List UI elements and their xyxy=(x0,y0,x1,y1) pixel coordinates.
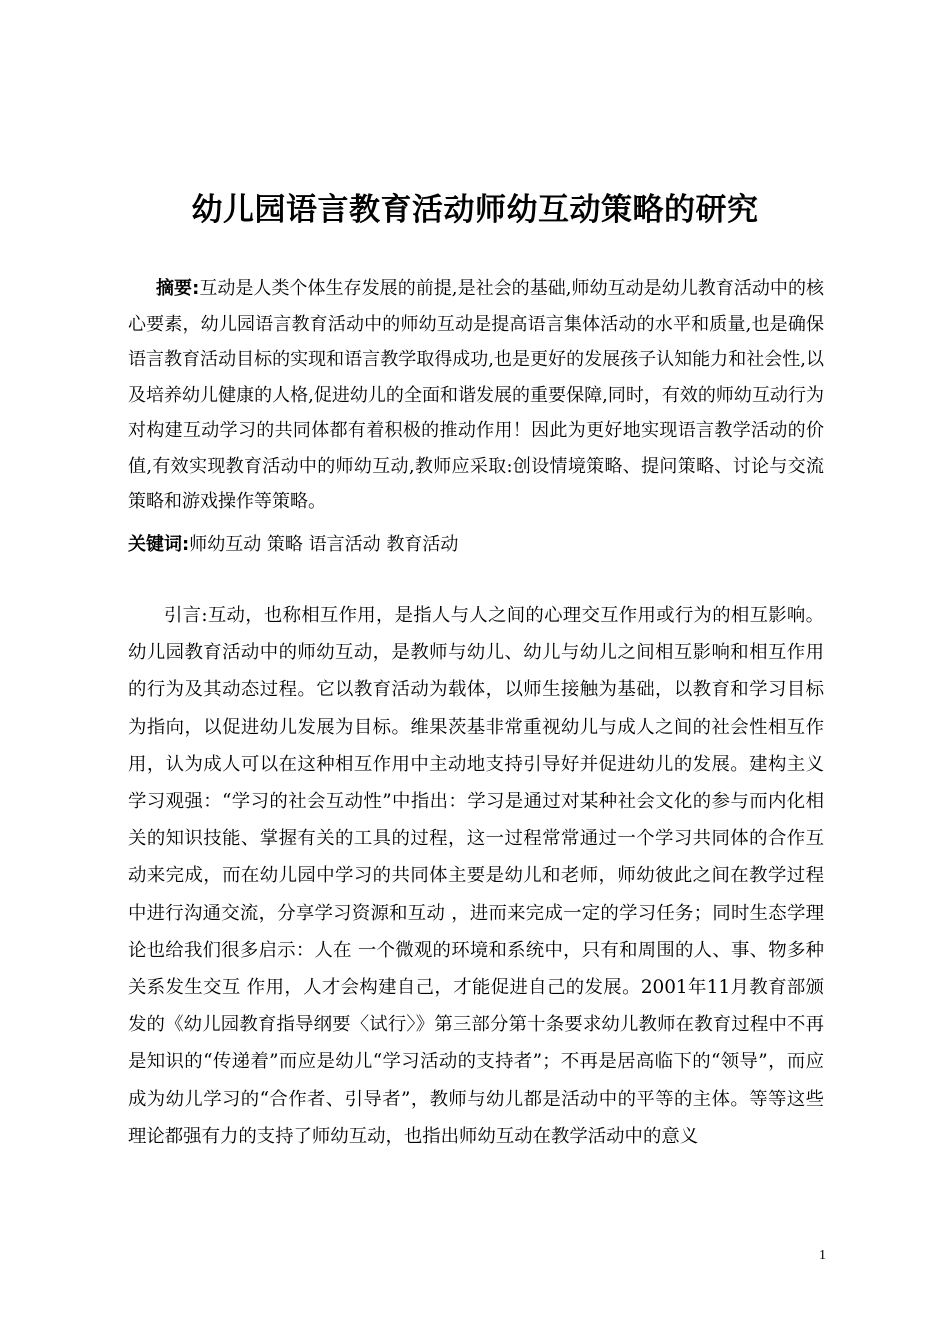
abstract-label: 摘要: xyxy=(156,278,200,299)
abstract-text: 互动是人类个体生存发展的前提,是社会的基础,师幼互动是幼儿教育活动中的核心要素，幼儿园语言教育活动中的师幼互动是提高语言集体活动的水平和质量,也是确保语言教育活动目标的实现和语言教学取得成功,也是更好的发展孩子认知能力和社会性,以及培养幼儿健康的人格,促进幼儿的全面和谐发展的重要保障,同时，有效的师幼互动行为对构建互动学习的共同体都有着积极的推动作用！因此为更好地实现语言教学活动的价值,有效实现教育活动中的师幼互动,教师应采取:创设情境策略、提问策略、讨论与交流策略和游戏操作等策略。 xyxy=(128,278,824,512)
page-number: 1 xyxy=(819,1248,826,1263)
document-title: 幼儿园语言教育活动师幼互动策略的研究 xyxy=(191,192,759,228)
keywords-text: 师幼互动 策略 语言活动 教育活动 xyxy=(189,534,459,555)
keywords-line xyxy=(128,527,824,563)
introduction-paragraph: 引言:互动，也称相互作用，是指人与人之间的心理交互作用或行为的相互影响。幼儿园教育活动中的师幼互动，是教师与幼儿、幼儿与幼儿之间相互影响和相互作用的行为及其动态过程。它以教育活动为载体，以师生接触为基础，以教育和学习目标为指向，以促进幼儿发展为目标。维果茨基非常重视幼儿与成人之间的社会性相互作用，认为成人可以在这种相互作用中主动地支持引导好并促进幼儿的发展。建构主义学习观强：“学习的社会互动性”中指出：学习是通过对某种社会文化的参与而内化相关的知识技能、掌握有关的工具的过程，这一过程常常通过一个学习共同体的合作互动来完成，而在幼儿园中学习的共同体主要是幼儿和老师，师幼彼此之间在教学过程中进行沟通交流，分享学习资源和互动 ，进而来完成一定的学习任务；同时生态学理论也给我们很多启示：人在 一个微观的环境和系统中，只有和周围的人、事、物多种关系发生交互 作用，人才会构建自己，才能促进自己的发展。2001年11月教育部颁发的《幼儿园教育指导纲要〈试行〉》第三部分第十条要求幼儿教师在教育过程中不再是知识的“传递着”而应是幼儿“学习活动的支持者”；不再是居高临下的“领导”，而应成为幼儿学习的“合作者、引导者”，教师与幼儿都是活动中的平等的主体。等等这些理论都强有力的支持了师幼互动，也指出师幼互动在教学活动中的意义 xyxy=(128,605,824,1147)
abstract-paragraph xyxy=(128,271,824,520)
keywords-label: 关键词: xyxy=(128,534,190,555)
